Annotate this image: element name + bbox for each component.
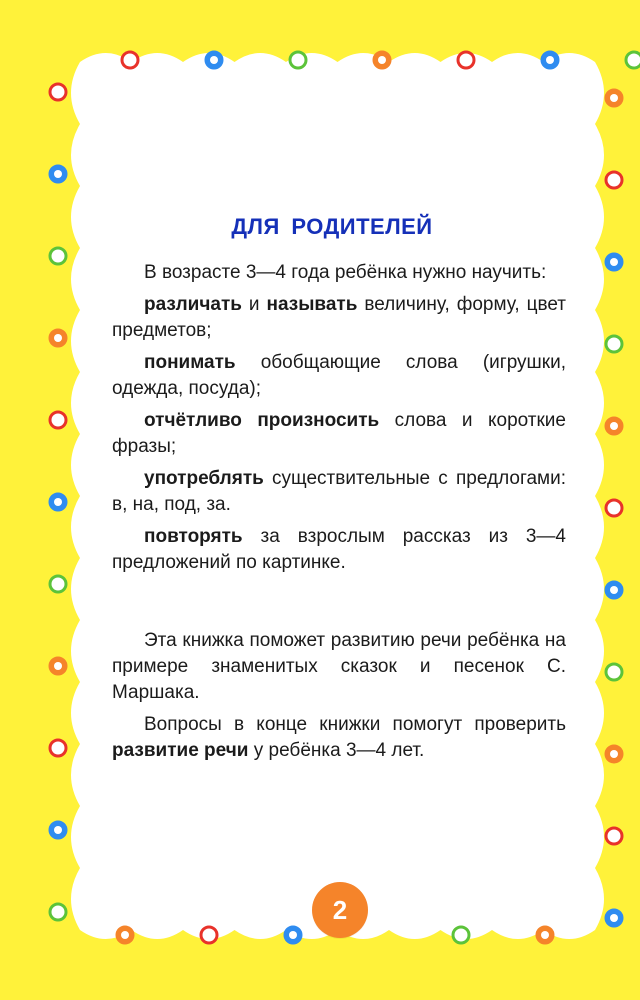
border-dot [285, 927, 301, 943]
text-segment: обобщающие слова (игрушки, одежда, посуда); [112, 352, 566, 399]
border-dot [50, 330, 66, 346]
border-dot [50, 740, 66, 756]
border-dot [453, 927, 469, 943]
text-segment: существительные с предлогами: в, на, под, за. [112, 468, 566, 515]
border-dot [458, 52, 474, 68]
page-content [112, 214, 566, 770]
bold-term: повторять [144, 526, 243, 547]
border-dot [50, 494, 66, 510]
border-dot [50, 658, 66, 674]
border-dot [606, 582, 622, 598]
border-dot [542, 52, 558, 68]
paragraph [112, 628, 566, 706]
bold-term: развитие речи [112, 740, 249, 761]
book-description [112, 628, 566, 764]
border-dot [606, 828, 622, 844]
paragraph [112, 712, 566, 764]
border-dot [606, 664, 622, 680]
text-segment: за взрослым рассказ из 3—4 предложений по картинке. [112, 526, 566, 573]
text-segment: слова и короткие фразы; [112, 410, 566, 457]
paragraph [112, 292, 566, 344]
text-segment: величину, форму, цвет предметов; [112, 294, 566, 341]
border-dot [117, 927, 133, 943]
border-dot [606, 90, 622, 106]
border-dot [537, 927, 553, 943]
border-dot [606, 910, 622, 926]
paragraph [112, 524, 566, 576]
paragraph [112, 408, 566, 460]
skills-list [112, 260, 566, 576]
border-dot [606, 254, 622, 270]
border-dot [50, 248, 66, 264]
border-dot [50, 84, 66, 100]
border-dot [206, 52, 222, 68]
border-dot [122, 52, 138, 68]
paragraph [112, 260, 566, 286]
page-title: ДЛЯ РОДИТЕЛЕЙ [231, 214, 433, 239]
border-dot [50, 412, 66, 428]
border-dot [606, 746, 622, 762]
border-dot [606, 172, 622, 188]
border-dot [606, 500, 622, 516]
bold-term: отчётливо произносить [144, 410, 380, 431]
paragraph [112, 350, 566, 402]
spacer [112, 582, 566, 628]
paragraph [112, 466, 566, 518]
text-segment: Вопросы в конце книжки помогут проверить [144, 714, 566, 735]
border-dot [606, 418, 622, 434]
text-segment: и [241, 294, 267, 315]
border-dot [50, 822, 66, 838]
border-dot [50, 576, 66, 592]
page-number-badge: 2 [312, 882, 368, 938]
border-dot [290, 52, 306, 68]
border-dot [626, 52, 640, 68]
border-dot [374, 52, 390, 68]
text-segment: у ребёнка 3—4 лет. [248, 740, 425, 761]
bold-term: различать [144, 294, 242, 315]
border-dot [50, 166, 66, 182]
text-segment: В возрасте 3—4 года ребёнка нужно научить: [144, 262, 547, 283]
border-dot [201, 927, 217, 943]
bold-term: понимать [144, 352, 236, 373]
border-dot [606, 336, 622, 352]
bold-term: употреблять [144, 468, 264, 489]
bold-term: называть [266, 294, 358, 315]
text-segment: Эта книжка поможет развитию речи ребёнка на примере знаменитых сказок и песенок С. Маршака. [112, 630, 566, 703]
border-dot [50, 904, 66, 920]
